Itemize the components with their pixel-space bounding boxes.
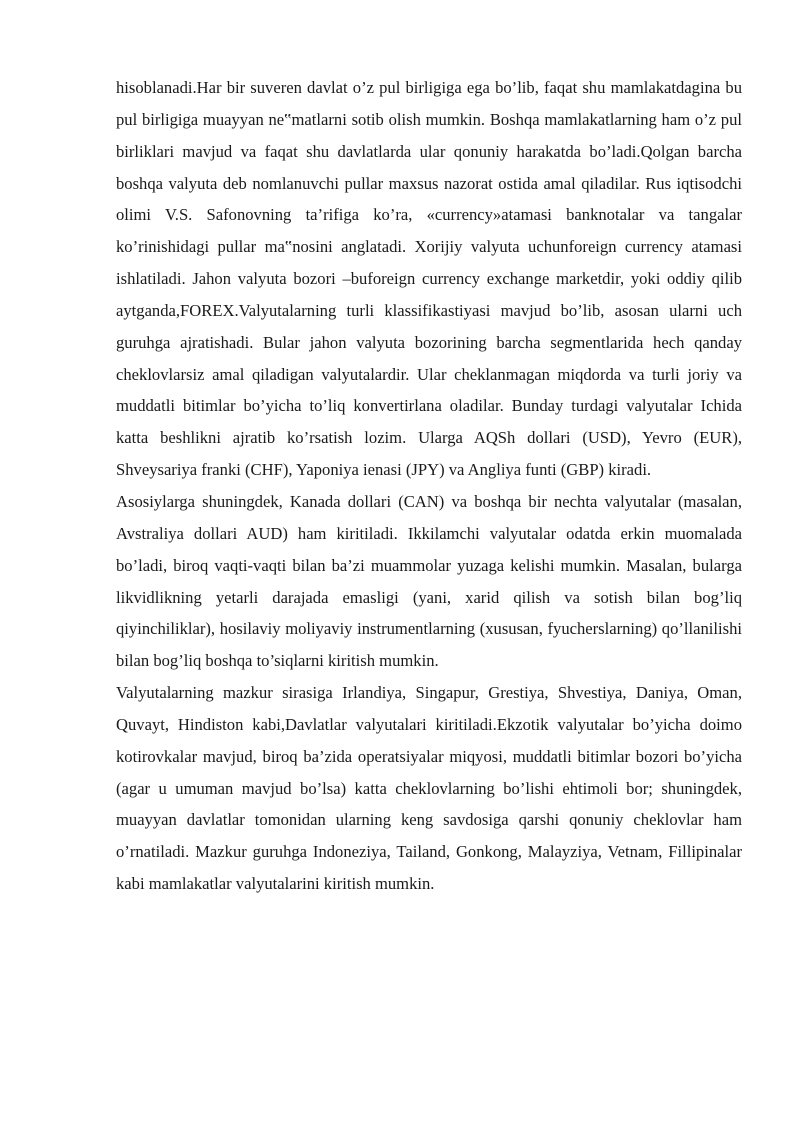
paragraph-1: hisoblanadi.Har bir suveren davlat o’z pul birligiga ega bo’lib, faqat shu mamlakatdagina bu pul birligiga muayyan ne‟matlarni sotib olish mumkin. Boshqa mamlakatlarning ham o’z pul birliklari mavjud va faqat shu davlatlarda ular qonuniy harakatda bo’ladi.Qolgan barcha boshqa valyuta deb nomlanuvchi pullar maxsus nazorat ostida amal qiladilar. Rus iqtisodchi olimi V.S. Safonovning ta’rifiga ko’ra, «currency»atamasi banknotalar va tangalar ko’rinishidagi pullar ma‟nosini anglatadi. Xorijiy valyuta uchunforeign currency atamasi ishlatiladi. Jahon valyuta bozori –buforeign currency exchange marketdir, yoki oddiy qilib aytganda,FOREX.Valyutalarning turli klassifikastiyasi mavjud bo’lib, asosan ularni uch guruhga ajratishadi. Bular jahon valyuta bozorining barcha segmentlarida hech qanday cheklovlarsiz amal qiladigan valyutalardir. Ular cheklanmagan miqdorda va turli joriy va muddatli bitimlar bo’yicha to’liq konvertirlana oladilar. Bunday turdagi valyutalar Ichida katta beshlikni ajratib ko’rsatish lozim. Ularga AQSh dollari (USD), Yevro (EUR), Shveysariya franki (CHF), Yaponiya ienasi (JPY) va Angliya funti (GBP) kiradi. (116, 78, 742, 480)
paragraph-3: Valyutalarning mazkur sirasiga Irlandiya, Singapur, Grestiya, Shvestiya, Daniya, Oman, Quvayt, Hindiston kabi,Davlatlar valyutalari kiritiladi.Ekzotik valyutalar bo’yicha doimo kotirovkalar mavjud, biroq ba’zida operatsiyalar miqyosi, muddatli bitimlar bozori bo’yicha (agar u umuman mavjud bo’lsa) katta cheklovlarning bo’lishi ehtimoli bor; shuningdek, muayyan davlatlar tomonidan ularning keng savdosiga qarshi qonuniy cheklovlar ham o’rnatiladi. Mazkur guruhga Indoneziya, Tailand, Gonkong, Malayziya, Vetnam, Fillipinalar kabi mamlakatlar valyutalarini kiritish mumkin. (116, 683, 742, 894)
paragraph-2: Asosiylarga shuningdek, Kanada dollari (CAN) va boshqa bir nechta valyutalar (masalan, Avstraliya dollari AUD) ham kiritiladi. Ikkilamchi valyutalar odatda erkin muomalada bo’ladi, biroq vaqti-vaqti bilan ba’zi muammolar yuzaga kelishi mumkin. Masalan, bularga likvidlikning yetarli darajada emasligi (yani, xarid qilish va sotish bilan bog’liq qiyinchiliklar), hosilaviy moliyaviy instrumentlarning (xususan, fyucherslarning) qo’llanilishi bilan bog’liq boshqa to’siqlarni kiritish mumkin. (116, 491, 742, 671)
document-page (116, 72, 742, 900)
